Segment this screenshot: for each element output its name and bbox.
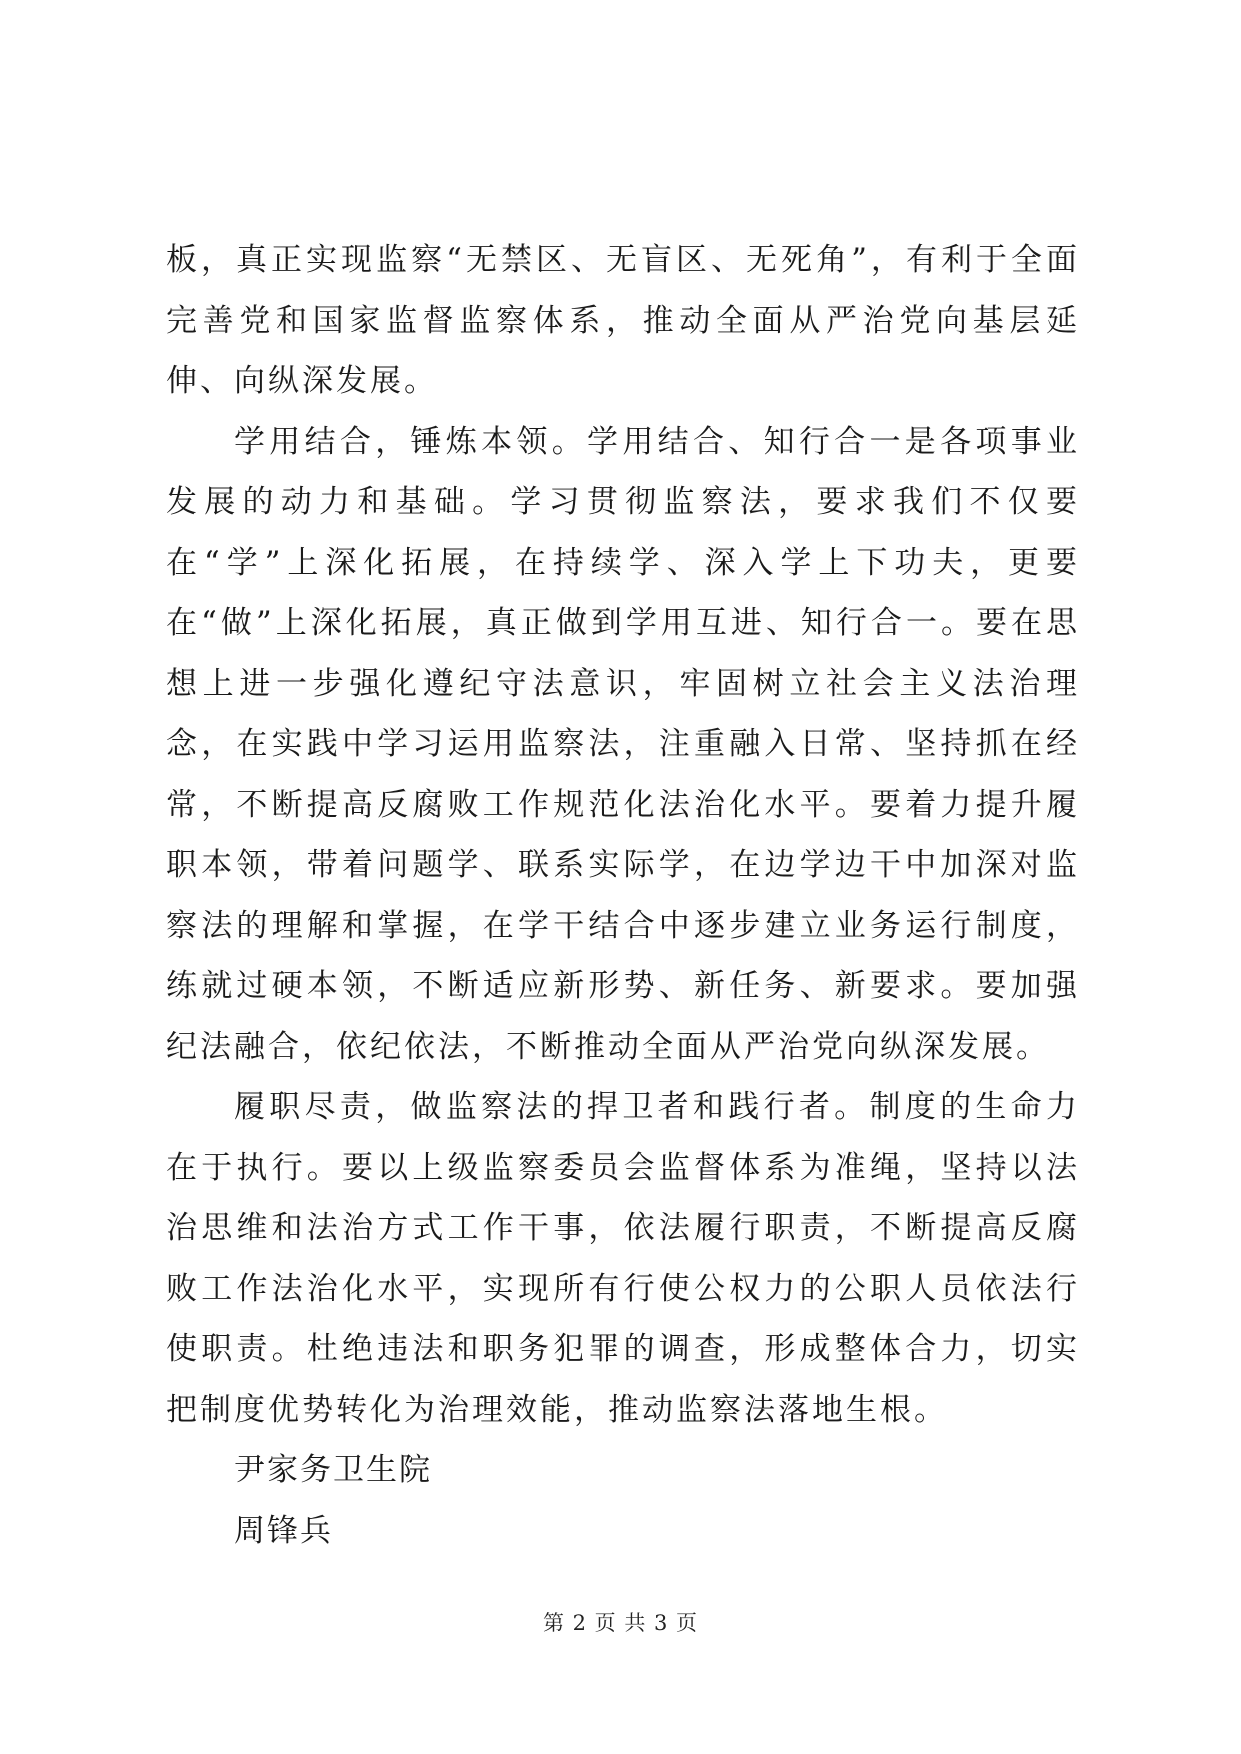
signature-organization: 尹家务卫生院 [234,1452,432,1488]
page-number-footer: 第 2 页 共 3 页 [542,1611,699,1635]
paragraph-continuation: 板，真正实现监察“无禁区、无盲区、无死角”，有利于全面完善党和国家监督监察体系，推动全面从严治党向基层延伸、向纵深发展。 [166,242,1080,399]
signature-author: 周锋兵 [234,1512,333,1549]
document-body [166,230,1080,1561]
paragraph-study-and-apply: 学用结合，锤炼本领。学用结合、知行合一是各项事业发展的动力和基础。学习贯彻监察法，要求我们不仅要在“学”上深化拓展，在持续学、深入学上下功夫，更要在“做”上深化拓展，真正做到学用互进、知行合一。要在思想上进一步强化遵纪守法意识，牢固树立社会主义法治理念，在实践中学习运用监察法，注重融入日常、坚持抓在经常，不断提高反腐败工作规范化法治化水平。要着力提升履职本领，带着问题学、联系实际学，在边学边干中加深对监察法的理解和掌握，在学干结合中逐步建立业务运行制度，练就过硬本领，不断适应新形势、新任务、新要求。要加强纪法融合，依纪依法，不断推动全面从严治党向纵深发展。 [166,423,1080,1065]
paragraph-perform-duties: 履职尽责，做监察法的捍卫者和践行者。制度的生命力在于执行。要以上级监察委员会监督体系为准绳，坚持以法治思维和法治方式工作干事，依法履行职责，不断提高反腐败工作法治化水平，实现所有行使公权力的公职人员依法行使职责。杜绝违法和职务犯罪的调查，形成整体合力，切实把制度优势转化为治理效能，推动监察法落地生根。 [166,1089,1080,1428]
